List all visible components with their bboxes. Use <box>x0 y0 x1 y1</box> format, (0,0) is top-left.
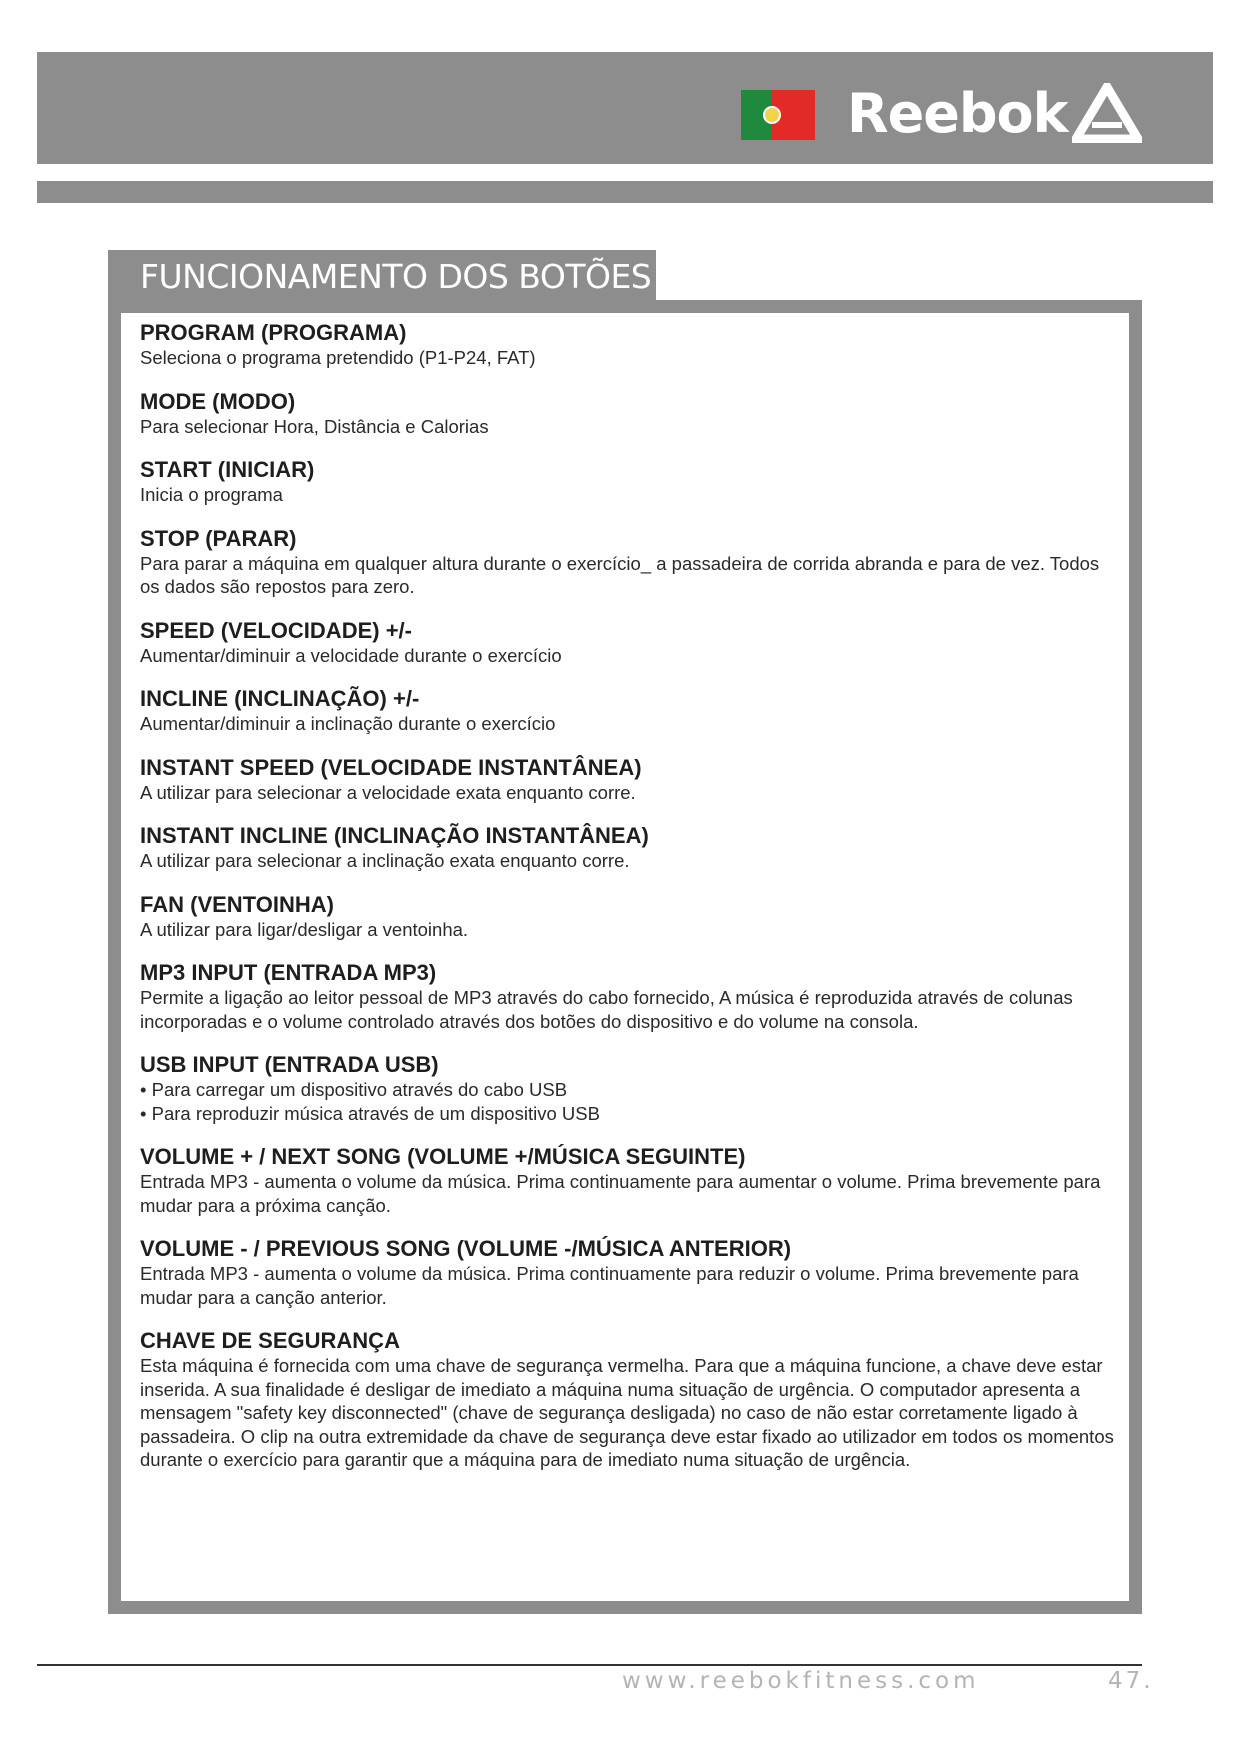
entry-description: Esta máquina é fornecida com uma chave de segurança vermelha. Para que a máquina funcione, a chave deve estar inserida. A sua finalidade é desligar de imediato a máquina numa situação de urgência. O computador apresenta a mensagem "safety key disconnected" (chave de segurança desligada) no caso de não estar corretamente ligado à passadeira. O clip na outra extremidade da chave de segurança deve estar fixado ao utilizador em todos os momentos durante o exercício para garantir que a máquina para de imediato numa situação de urgência. <box>140 1355 1114 1470</box>
entry-volume-up <box>140 1143 1115 1217</box>
entry-title: FAN (VENTOINHA) <box>140 891 334 917</box>
entry-description: Aumentar/diminuir a inclinação durante o exercício <box>140 713 556 734</box>
footer-url: www.reebokfitness.com <box>622 1668 980 1694</box>
reebok-delta-logo-icon <box>1072 83 1142 143</box>
entry-description: Entrada MP3 - aumenta o volume da música. Prima continuamente para aumentar o volume. Prima brevemente para mudar para a próxima canção. <box>140 1171 1101 1216</box>
entry-description: Para selecionar Hora, Distância e Calorias <box>140 415 489 437</box>
entry-description: Seleciona o programa pretendido (P1-P24, FAT) <box>140 347 536 368</box>
entry-title: INSTANT SPEED (VELOCIDADE INSTANTÂNEA) <box>140 754 642 780</box>
entry-description: Inicia o programa <box>140 484 283 505</box>
entry-safety-key <box>140 1327 1115 1472</box>
entry-incline <box>140 685 1115 736</box>
entry-title: PROGRAM (PROGRAMA) <box>140 320 407 345</box>
entry-usb-input <box>140 1051 1115 1125</box>
entry-description: Aumentar/diminuir a velocidade durante o exercício <box>140 644 562 666</box>
entry-mode <box>140 388 1115 439</box>
entry-bullet: • Para reproduzir música através de um dispositivo USB <box>140 1102 600 1124</box>
entry-mp3-input <box>140 959 1115 1033</box>
page-number: 47. <box>1108 1668 1154 1694</box>
entry-description: A utilizar para ligar/desligar a ventoinha. <box>140 918 469 940</box>
entry-title: USB INPUT (ENTRADA USB) <box>140 1052 439 1077</box>
header-band <box>37 52 1213 164</box>
footer-divider <box>37 1664 1142 1666</box>
brand-name: Reebok <box>847 81 1068 145</box>
header-divider <box>37 181 1213 203</box>
content-panel <box>121 313 1129 1601</box>
entry-volume-down <box>140 1235 1115 1309</box>
entry-program <box>140 319 1115 370</box>
entry-instant-speed <box>140 754 1115 805</box>
portugal-flag-icon <box>741 90 815 140</box>
entry-description: Para parar a máquina em qualquer altura durante o exercício_ a passadeira de corrida abranda e para de vez. Todos os dados são repostos para zero. <box>140 552 1100 597</box>
entry-title: START (INICIAR) <box>140 457 315 482</box>
entry-description: Entrada MP3 - aumenta o volume da música. Prima continuamente para reduzir o volume. Prima brevemente para mudar para a canção anterior. <box>140 1263 1079 1308</box>
section-title: FUNCIONAMENTO DOS BOTÕES <box>140 256 652 296</box>
entry-title: INSTANT INCLINE (INCLINAÇÃO INSTANTÂNEA) <box>140 823 649 848</box>
entry-title: MODE (MODO) <box>140 388 296 414</box>
entry-stop <box>140 525 1115 599</box>
entry-title: MP3 INPUT (ENTRADA MP3) <box>140 960 437 985</box>
entry-start <box>140 456 1115 507</box>
entry-description: Permite a ligação ao leitor pessoal de MP3 através do cabo fornecido, A música é reproduzida através de colunas incorporadas e o volume controlado através dos botões do dispositivo e do volume na consola. <box>140 987 1073 1032</box>
brand-logo <box>847 78 1142 148</box>
entry-title: VOLUME + / NEXT SONG (VOLUME +/MÚSICA SEGUINTE) <box>140 1144 746 1169</box>
section-tab <box>108 250 656 302</box>
entry-bullet: • Para carregar um dispositivo através do cabo USB <box>140 1079 568 1100</box>
entry-title: STOP (PARAR) <box>140 525 297 551</box>
entry-instant-incline <box>140 822 1115 873</box>
entry-description: A utilizar para selecionar a velocidade exata enquanto corre. <box>140 781 636 803</box>
entry-speed <box>140 617 1115 668</box>
entry-title: VOLUME - / PREVIOUS SONG (VOLUME -/MÚSICA ANTERIOR) <box>140 1236 792 1261</box>
entry-title: SPEED (VELOCIDADE) +/- <box>140 617 412 643</box>
entry-fan <box>140 891 1115 942</box>
entry-title: INCLINE (INCLINAÇÃO) +/- <box>140 686 420 711</box>
entry-title: CHAVE DE SEGURANÇA <box>140 1328 400 1353</box>
entry-description: A utilizar para selecionar a inclinação exata enquanto corre. <box>140 850 630 871</box>
